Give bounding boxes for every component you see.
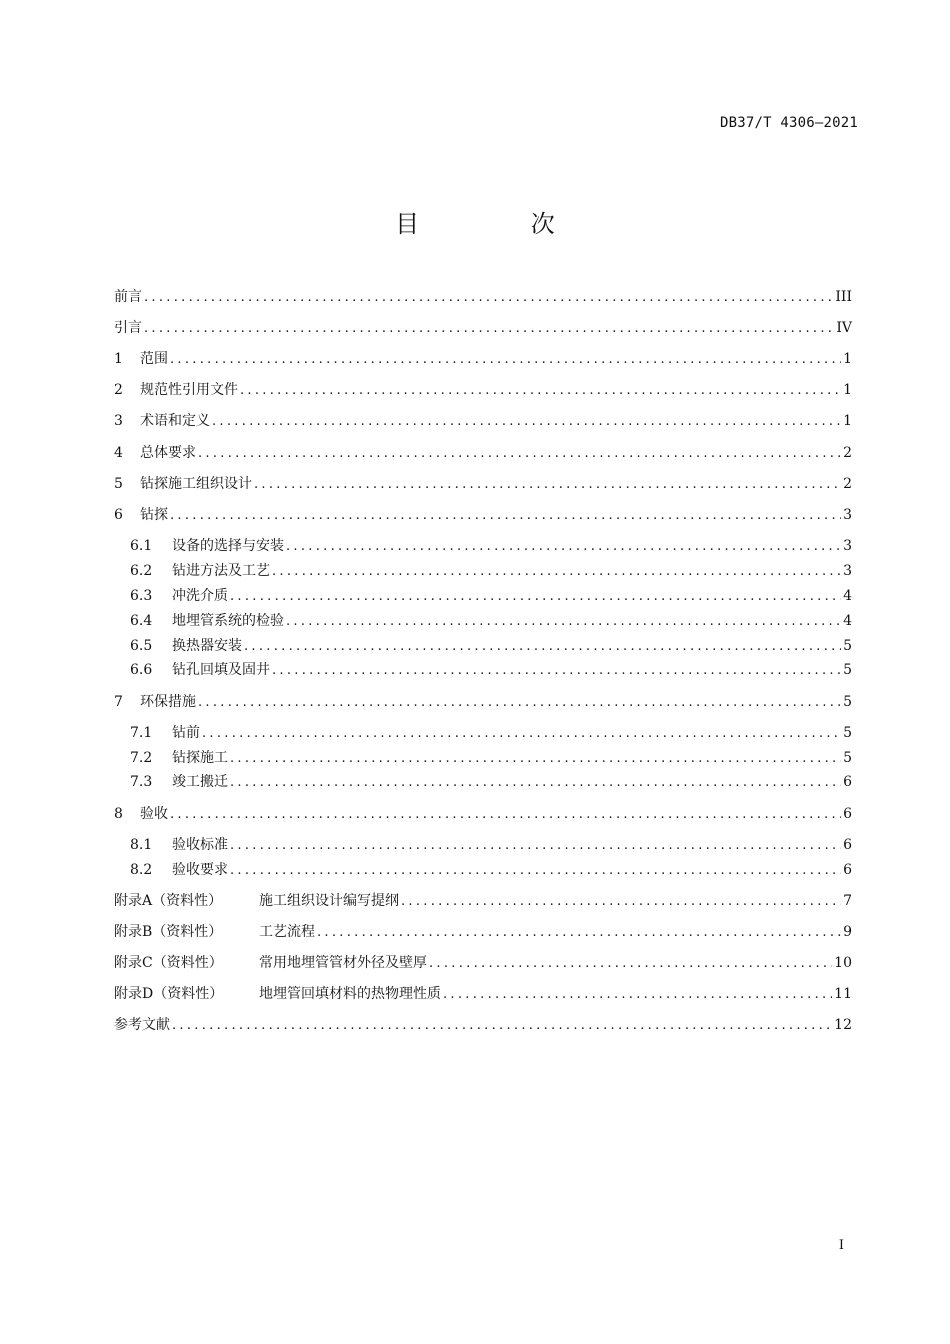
toc-entry-page: 2 <box>843 445 852 461</box>
toc-entry-page: IV <box>836 320 852 336</box>
toc-entry-page: 5 <box>843 638 852 654</box>
toc-entry-label: 环保措施 <box>140 694 196 710</box>
toc-entry-label: 总体要求 <box>140 445 196 461</box>
toc-entry-6-5[interactable] <box>130 635 852 657</box>
toc-leader-dots <box>286 537 841 557</box>
toc-entry-number: 6.6 <box>130 662 153 678</box>
toc-entry-6-4[interactable] <box>130 610 852 632</box>
toc-entry-4[interactable] <box>114 442 852 464</box>
toc-leader-dots <box>198 693 841 713</box>
toc-entry-number: 附录D（资料性） <box>114 986 224 1002</box>
toc-entry-7-2[interactable] <box>130 747 852 769</box>
toc-entry-number: 6.3 <box>130 588 153 604</box>
toc-entry-page: 10 <box>834 955 852 971</box>
toc-leader-dots <box>212 412 841 432</box>
toc-entry-foreword[interactable] <box>114 286 852 308</box>
toc-leader-dots <box>240 381 841 401</box>
toc-entry-number: 6.5 <box>130 638 153 654</box>
toc-entry-page: 6 <box>843 774 852 790</box>
toc-entry-label: 引言 <box>114 320 142 336</box>
toc-entry-appendix-a[interactable] <box>114 890 852 912</box>
toc-entry-label: 钻前 <box>172 725 200 741</box>
toc-entry-number: 7.1 <box>130 725 153 741</box>
toc-entry-7-1[interactable] <box>130 722 852 744</box>
toc-entry-3[interactable] <box>114 410 852 432</box>
toc-entry-appendix-b[interactable] <box>114 921 852 943</box>
toc-entry-5[interactable] <box>114 473 852 495</box>
toc-entry-1[interactable] <box>114 348 852 370</box>
toc-entry-number: 1 <box>114 351 123 367</box>
toc-entry-label: 冲洗介质 <box>172 588 228 604</box>
toc-entry-number: 7.2 <box>130 750 153 766</box>
toc-entry-page: 6 <box>843 862 852 878</box>
toc-leader-dots <box>286 612 841 632</box>
toc-leader-dots <box>144 288 833 308</box>
toc-leader-dots <box>230 587 841 607</box>
document-code: DB37/T 4306—2021 <box>719 115 858 131</box>
toc-entry-label: 常用地埋管管材外径及壁厚 <box>259 955 427 971</box>
page-title: 目 次 <box>395 210 607 238</box>
toc-leader-dots <box>443 985 832 1005</box>
toc-entry-page: 3 <box>843 538 852 554</box>
toc-entry-number: 6.2 <box>130 563 153 579</box>
toc-leader-dots <box>230 749 841 769</box>
toc-leader-dots <box>254 475 841 495</box>
toc-entry-2[interactable] <box>114 379 852 401</box>
toc-entry-page: 1 <box>843 382 852 398</box>
toc-entry-appendix-d[interactable] <box>114 983 852 1005</box>
toc-entry-page: 5 <box>843 662 852 678</box>
toc-entry-page: 9 <box>843 924 852 940</box>
toc-entry-number: 8.1 <box>130 837 153 853</box>
toc-entry-label: 施工组织设计编写提纲 <box>259 893 399 909</box>
toc-entry-page: 1 <box>843 351 852 367</box>
toc-entry-label: 设备的选择与安装 <box>172 538 284 554</box>
toc-entry-number: 2 <box>114 382 123 398</box>
toc-entry-label: 竣工搬迁 <box>172 774 228 790</box>
toc-leader-dots <box>170 350 841 370</box>
toc-entry-label: 钻探施工 <box>172 750 228 766</box>
toc-leader-dots <box>230 861 841 881</box>
toc-entry-label: 术语和定义 <box>140 413 210 429</box>
toc-entry-label: 参考文献 <box>114 1017 170 1033</box>
toc-entry-number: 3 <box>114 413 123 429</box>
toc-entry-page: 5 <box>843 694 852 710</box>
toc-entry-number: 5 <box>114 476 123 492</box>
toc-leader-dots <box>317 923 841 943</box>
toc-entry-7-3[interactable] <box>130 771 852 793</box>
toc-entry-page: 5 <box>843 725 852 741</box>
toc-leader-dots <box>230 836 841 856</box>
toc-entry-references[interactable] <box>114 1014 852 1036</box>
toc-entry-label: 钻进方法及工艺 <box>172 563 270 579</box>
toc-entry-label: 前言 <box>114 289 142 305</box>
toc-entry-page: 4 <box>843 588 852 604</box>
toc-entry-page: 3 <box>843 563 852 579</box>
toc-leader-dots <box>429 954 832 974</box>
toc-entry-7[interactable] <box>114 691 852 713</box>
toc-entry-6-6[interactable] <box>130 659 852 681</box>
toc-entry-number: 7 <box>114 694 123 710</box>
toc-entry-label: 钻探 <box>140 507 168 523</box>
toc-entry-page: 12 <box>834 1017 852 1033</box>
toc-entry-label: 规范性引用文件 <box>140 382 238 398</box>
toc-leader-dots <box>198 444 841 464</box>
toc-entry-page: 4 <box>843 613 852 629</box>
toc-entry-number: 8.2 <box>130 862 153 878</box>
toc-entry-page: 3 <box>843 507 852 523</box>
toc-entry-label: 验收要求 <box>172 862 228 878</box>
page-number: I <box>838 1238 844 1253</box>
toc-entry-6[interactable] <box>114 504 852 526</box>
toc-entry-page: 6 <box>843 806 852 822</box>
toc-leader-dots <box>272 661 841 681</box>
toc-entry-label: 换热器安装 <box>172 638 242 654</box>
toc-entry-number: 附录A（资料性） <box>114 893 223 909</box>
toc-leader-dots <box>172 1016 832 1036</box>
toc-leader-dots <box>170 805 841 825</box>
toc-entry-page: III <box>835 289 852 305</box>
toc-entry-page: 2 <box>843 476 852 492</box>
toc-entry-page: 11 <box>834 986 852 1002</box>
toc-entry-label: 地埋管回填材料的热物理性质 <box>259 986 441 1002</box>
toc-entry-page: 6 <box>843 837 852 853</box>
toc-entry-page: 1 <box>843 413 852 429</box>
toc-entry-label: 钻探施工组织设计 <box>140 476 252 492</box>
toc-entry-8-1[interactable] <box>130 834 852 856</box>
toc-entry-page: 7 <box>843 893 852 909</box>
toc-entry-number: 8 <box>114 806 123 822</box>
toc-entry-6-1[interactable] <box>130 535 852 557</box>
toc-entry-number: 6 <box>114 507 123 523</box>
toc-entry-number: 6.4 <box>130 613 153 629</box>
toc-entry-number: 7.3 <box>130 774 153 790</box>
toc-entry-8-2[interactable] <box>130 859 852 881</box>
toc-entry-introduction[interactable] <box>114 317 852 339</box>
toc-entry-label: 地埋管系统的检验 <box>172 613 284 629</box>
toc-entry-label: 范围 <box>140 351 168 367</box>
toc-entry-number: 6.1 <box>130 538 153 554</box>
toc-leader-dots <box>244 637 841 657</box>
toc-entry-label: 钻孔回填及固井 <box>172 662 270 678</box>
toc-leader-dots <box>170 506 841 526</box>
toc-leader-dots <box>202 724 841 744</box>
toc-entry-number: 4 <box>114 445 123 461</box>
table-of-contents <box>114 0 852 1344</box>
toc-leader-dots <box>401 892 841 912</box>
toc-leader-dots <box>230 773 841 793</box>
toc-entry-8[interactable] <box>114 803 852 825</box>
toc-entry-appendix-c[interactable] <box>114 952 852 974</box>
toc-leader-dots <box>144 319 834 339</box>
toc-entry-number: 附录C（资料性） <box>114 955 223 971</box>
toc-entry-label: 工艺流程 <box>259 924 315 940</box>
toc-entry-6-3[interactable] <box>130 585 852 607</box>
toc-entry-label: 验收 <box>140 806 168 822</box>
toc-entry-page: 5 <box>843 750 852 766</box>
toc-entry-6-2[interactable] <box>130 560 852 582</box>
toc-leader-dots <box>272 562 841 582</box>
toc-entry-number: 附录B（资料性） <box>114 924 223 940</box>
toc-entry-label: 验收标准 <box>172 837 228 853</box>
